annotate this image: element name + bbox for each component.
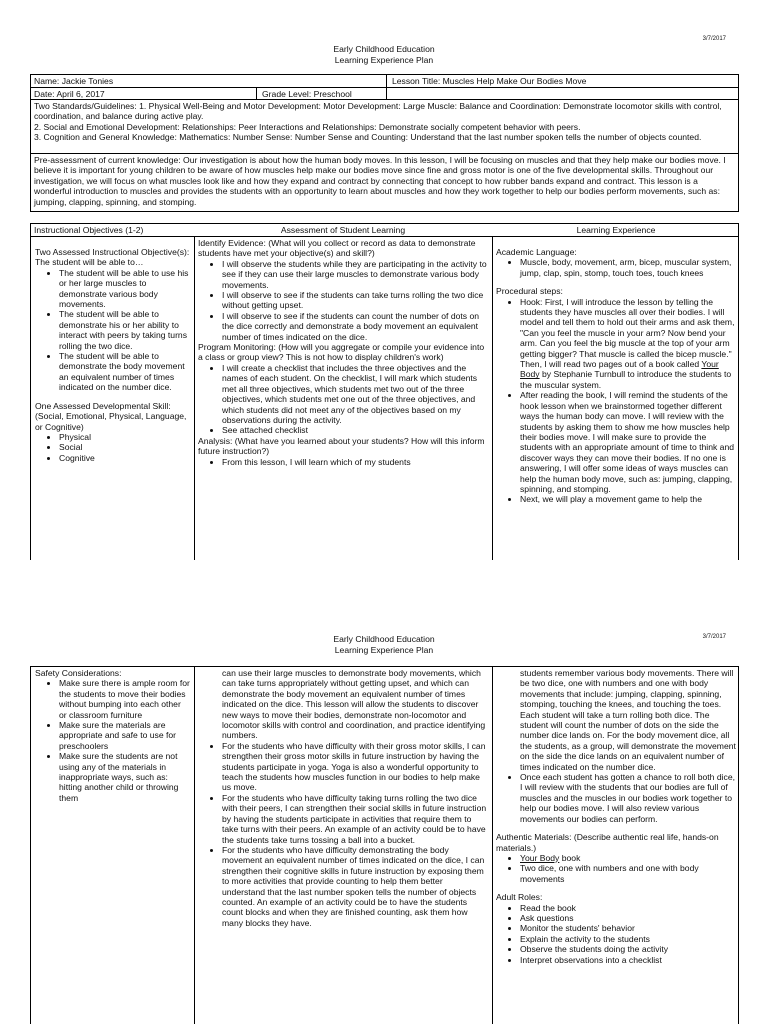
document-title: Early Childhood Education bbox=[333, 634, 435, 644]
experience-list bbox=[496, 772, 736, 824]
grade-level: Grade Level: Preschool bbox=[262, 89, 352, 99]
adult-role-item: • Explain the activity to the students bbox=[520, 934, 736, 944]
adult-role-item: • Observe the students doing the activity bbox=[520, 944, 736, 954]
analysis-item: • From this lesson, I will learn which of my students bbox=[222, 457, 488, 467]
identify-item: • I will observe the students while they are participating in the activity to see if they can use their large muscles to demonstrate various body movements. bbox=[222, 259, 488, 290]
monitoring-item: • See attached checklist bbox=[222, 425, 488, 435]
identify-item: • I will observe to see if the students can take turns rolling the two dice without getting upset. bbox=[222, 290, 488, 311]
document-subtitle: Learning Experience Plan bbox=[334, 55, 434, 65]
adult-role-item: • Read the book bbox=[520, 903, 736, 913]
document-subtitle: Learning Experience Plan bbox=[334, 645, 434, 655]
materials-list bbox=[496, 853, 736, 884]
procedural-item-hook bbox=[520, 297, 736, 391]
lesson-date: Date: April 6, 2017 bbox=[34, 89, 105, 99]
assessment-continued-text: can use their large muscles to demonstrate body movements, which can take turns appropriately without getting upset, and which can demonstrate the body movement an equivalent number of times indicated on the dice. This lesson will allow the students to discover new ways to move their bodies, demonstrate non-locomotor and locomotor skills with control and coordination, and practice identifying numbers. bbox=[222, 668, 486, 741]
safety-list bbox=[35, 678, 190, 803]
future-instruction-item: • For the students who have difficulty demonstrating the body movement an equivalent number of times indicated on the dice, I can strengthen their cognitive skills in future instruction by exposing them to more activities that provide counting to help them better understand that the last number spoken tells the number of objects counted. An example of an activity could be to have the students count blocks and when they are finished counting, ask them how many blocks they have. bbox=[222, 845, 488, 928]
analysis-list bbox=[198, 457, 488, 467]
skills-list bbox=[35, 432, 190, 463]
info-row-date bbox=[31, 87, 738, 99]
assessment-column-continued bbox=[194, 667, 492, 1024]
objectives-intro: Two Assessed Instructional Objective(s): The student will be able to… bbox=[35, 247, 190, 268]
identify-item: • I will observe to see if the students can count the number of dots on the dice correctly and demonstrate a body movement an equivalent number of times indicated on the dice. bbox=[222, 311, 488, 342]
teacher-name: Name: Jackie Tonies bbox=[34, 76, 114, 86]
safety-label: Safety Considerations: bbox=[35, 668, 122, 678]
lesson-title: Lesson Title: Muscles Help Make Our Bodies Move bbox=[392, 76, 587, 86]
adult-role-item: • Monitor the students' behavior bbox=[520, 923, 736, 933]
monitoring-item: • I will create a checklist that includes the three objectives and the names of each student. On the checklist, I will mark which students met all three objectives, which students met two out of the three objectives, which students met one out of the three objectives, and which students did not meet any of the objectives based on my observations during the activity. bbox=[222, 363, 488, 425]
experience-item: • Once each student has gotten a chance to roll both dice, I will review with the students that our bodies are full of muscles and the muscles in our bodies work together to help our bodies move. I will also review various movements our bodies can perform. bbox=[520, 772, 736, 824]
info-row-name bbox=[31, 75, 738, 87]
safety-item: • Make sure the students are not using any of the materials in inappropriate ways, such as: hitting another child or throwing them bbox=[59, 751, 190, 803]
material-item: • Two dice, one with numbers and one with body movements bbox=[520, 863, 736, 884]
objectives-list bbox=[35, 268, 190, 393]
col-header-experience: Learning Experience bbox=[576, 225, 656, 235]
book-suffix: book bbox=[559, 852, 581, 863]
procedural-list bbox=[496, 297, 736, 505]
col-header-assessment: Assessment of Student Learning bbox=[280, 225, 406, 235]
experience-continued bbox=[496, 668, 736, 772]
identify-evidence-label: Identify Evidence: (What will you collect or record as data to demonstrate students have met your objective(s) and skill?) bbox=[198, 238, 476, 259]
developmental-skill-label: One Assessed Developmental Skill: (Social, Emotional, Physical, Language, or Cognitive) bbox=[35, 400, 187, 432]
academic-language-label: Academic Language: bbox=[496, 247, 577, 257]
objective-item: • The student will be able to demonstrate the body movement an equivalent number of times indicated on the number dice. bbox=[59, 351, 190, 393]
col-header-objectives: Instructional Objectives (1-2) bbox=[34, 225, 144, 235]
objective-item: • The student will be able to demonstrate his or her ability to interact with peers by taking turns rolling the two dice. bbox=[59, 309, 190, 351]
program-monitoring-label: Program Monitoring: (How will you aggregate or compile your evidence into a class or group view? This is not how to display children's work) bbox=[198, 342, 485, 363]
safety-column bbox=[31, 667, 194, 1024]
experience-column bbox=[492, 237, 740, 560]
plan-table-continued bbox=[30, 666, 739, 1024]
hook-text-b: by Stephanie Turnbull to introduce the students to the muscular system. bbox=[520, 369, 732, 390]
skill-item: • Physical bbox=[59, 432, 190, 442]
hook-text-a: Hook: First, I will introduce the lesson by telling the students they have muscles all over their bodies. I will model and tell them to hold out their arms and ask them, "Can you feel the muscle in your arm? Now bend your arm. Can you feel the big muscle at the top of your arm getting bigger? That muscle is called the bicep muscle." Then, I will read two pages out of a book called bbox=[520, 296, 735, 370]
authentic-materials-label: Authentic Materials: (Describe authentic real life, hands-on materials.) bbox=[496, 832, 719, 853]
procedural-item: • Next, we will play a movement game to help the bbox=[520, 494, 736, 504]
standard-3: 3. Cognition and General Knowledge: Mathematics: Number Sense: Number Sense and Counting: Understand that the last number spoken tells the number of objects counted. bbox=[34, 132, 702, 143]
safety-item: • Make sure the materials are appropriate and safe to use for preschoolers bbox=[59, 720, 190, 751]
assessment-column bbox=[194, 237, 492, 560]
book-title: Your Body bbox=[520, 852, 560, 863]
objectives-column bbox=[31, 237, 194, 560]
objective-item: • The student will be able to use his or her large muscles to demonstrate various body movements. bbox=[59, 268, 190, 310]
plan-table-header bbox=[31, 224, 738, 236]
adult-role-item: • Ask questions bbox=[520, 913, 736, 923]
preassessment-text: Pre-assessment of current knowledge: Our investigation is about how the human body moves. In this lesson, I will be focusing on muscles and that they help make our bodies move. I believe it is important for young children to be aware of how muscles help make our bodies move since fine and gross motor is one of the five developmental skills. Throughout our investigation, we will focus on what muscles look like and how they expand and contract by connecting that concept to how rubber bands expand and contract. This lesson is a wonderful introduction to muscles and provides the students with an opportunity to learn about muscles and how they work together to help our bodies perform movements, such as: jumping, clapping, spinning, and stomping. bbox=[34, 155, 726, 207]
plan-table-body bbox=[31, 236, 738, 560]
assessment-continued bbox=[198, 668, 488, 741]
procedural-steps-label: Procedural steps: bbox=[496, 286, 563, 297]
book-title: Your Body bbox=[520, 359, 719, 380]
future-instruction-item: • For the students who have difficulty taking turns rolling the two dice with their peers, I can strengthen their social skills in future instruction by having the students participate in activities that require them to take turns with their peers. An example of an activity could be to have the students take turns tossing a ball into a bucket. bbox=[222, 793, 488, 845]
adult-roles-list bbox=[496, 903, 736, 965]
document-date: 3/7/2017 bbox=[702, 36, 726, 42]
academic-item: • Muscle, body, movement, arm, bicep, muscular system, jump, clap, spin, stomp, touch toes, touch knees bbox=[520, 257, 736, 278]
document-title: Early Childhood Education bbox=[333, 44, 435, 54]
info-row-standards bbox=[31, 99, 738, 153]
document-date: 3/7/2017 bbox=[702, 634, 726, 640]
info-row-preassessment bbox=[31, 153, 738, 211]
future-instruction-item: • For the students who have difficulty with their gross motor skills, I can strengthen their gross motor skills in future instruction by having the students participate in yoga. Yoga is also a wonderful opportunity to teach the students how muscles function in our bodies to help make us move. bbox=[222, 741, 488, 793]
procedural-item: • After reading the book, I will remind the students of the hook lesson when we brainstormed together different ways the human body can move. I will review with the students by asking them to show me how muscles help their bodies move. I will make sure to provide the students with an appropriate amount of time to think and discover ways they can move their bodies. If no one is answering, I will offer some ideas of ways muscles can help the human body move, such as: jumping, clapping, spinning, and stomping. bbox=[520, 390, 736, 494]
lesson-info-table bbox=[30, 74, 739, 212]
safety-item: • Make sure there is ample room for the students to move their bodies without bumping into each other or classroom furniture bbox=[59, 678, 190, 720]
monitoring-list bbox=[198, 363, 488, 436]
future-instruction-list bbox=[198, 741, 488, 928]
experience-continued-text: students remember various body movements. There will be two dice, one with numbers and one with body movements that include: jumping, clapping, spinning, stomping, touching the knees, and touching the toes. Each student will take a turn rolling both dice. The student will count the number of dots on the side the number dice lands on. For the body movement dice, all the students, as a group, will demonstrate the movement on the side the dice lands on an equivalent number of times indicated on the number dice. bbox=[520, 668, 736, 772]
skill-item: • Cognitive bbox=[59, 453, 190, 463]
analysis-label: Analysis: (What have you learned about your students? How will this inform future instruction?) bbox=[198, 435, 485, 457]
experience-column-continued bbox=[492, 667, 740, 1024]
academic-list bbox=[496, 257, 736, 278]
adult-role-item: • Interpret observations into a checklist bbox=[520, 955, 736, 965]
material-item-book bbox=[520, 853, 736, 863]
adult-roles-label: Adult Roles: bbox=[496, 892, 543, 903]
identify-list bbox=[198, 259, 488, 342]
standard-1: Two Standards/Guidelines: 1. Physical Well-Being and Motor Development: Motor Development: Large Muscle: Balance and Coordination: Demonstrate locomotor skills with control, coordination, and balance during active play. bbox=[34, 101, 722, 122]
plan-table bbox=[30, 223, 739, 560]
page-2 bbox=[0, 620, 768, 1024]
skill-item: • Social bbox=[59, 442, 190, 452]
standard-2: 2. Social and Emotional Development: Relationships: Peer Interactions and Relationships: Demonstrate socially competent behavior with peers. bbox=[34, 121, 581, 132]
standards-text bbox=[31, 100, 738, 144]
